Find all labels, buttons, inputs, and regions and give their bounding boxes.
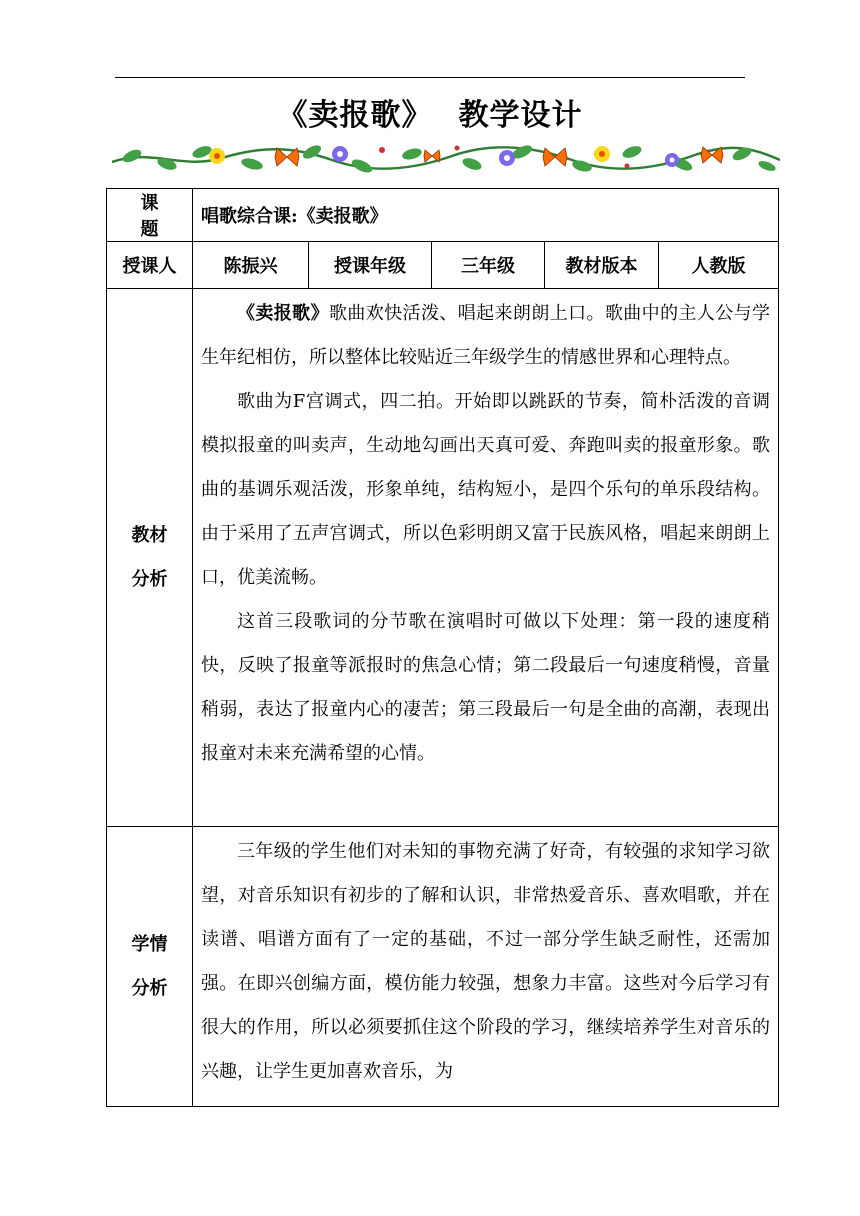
teacher-value: 陈振兴: [193, 242, 309, 289]
student-paragraph-1: 三年级的学生他们对未知的事物充满了好奇，有较强的求知学习欲望，对音乐知识有初步的了解和认识，非常热爱音乐、喜欢唱歌，并在读谱、唱谱方面有了一定的基础，不过一部分学生缺乏耐性，还需加强。在即兴创编方面，模仿能力较强，想象力丰富。这些对今后学习有很大的作用，所以必须要抓住这个阶段的学习，继续培养学生对音乐的兴趣，让学生更加喜欢音乐，为: [201, 841, 771, 1082]
info-row: [107, 242, 779, 289]
material-analysis-row: [107, 289, 779, 827]
page-title: [0, 96, 860, 136]
grade-label: 授课年级: [309, 242, 432, 289]
subject-value: 唱歌综合课:《卖报歌》: [193, 189, 779, 242]
edition-value: 人教版: [659, 242, 779, 289]
grade-value: 三年级: [432, 242, 545, 289]
material-paragraph-1: 《卖报歌》歌曲欢快活泼、唱起来朗朗上口。歌曲中的主人公与学生年纪相仿，所以整体比较贴近三年级学生的情感世界和心理特点。: [201, 303, 771, 368]
subject-row: [107, 189, 779, 242]
teacher-label: 授课人: [107, 242, 193, 289]
edition-label: 教材版本: [545, 242, 659, 289]
flower-vine-decoration: [112, 140, 780, 174]
header-rule: [115, 77, 745, 78]
student-analysis-content: [193, 827, 779, 1107]
student-analysis-row: [107, 827, 779, 1107]
material-paragraph-2: 歌曲为F宫调式，四二拍。开始即以跳跃的节奏，简朴活泼的音调模拟报童的叫卖声，生动地勾画出天真可爱、奔跑叫卖的报童形象。歌曲的基调乐观活泼，形象单纯，结构短小，是四个乐句的单乐段结构。由于采用了五声宫调式，所以色彩明朗又富于民族风格，唱起来朗朗上口，优美流畅。: [201, 391, 771, 588]
title-song: 《卖报歌》: [277, 98, 433, 133]
title-suffix: 教学设计: [458, 98, 583, 133]
lesson-plan-table: [106, 188, 779, 1107]
subject-label: 课 题: [107, 189, 193, 242]
material-analysis-content: [193, 289, 779, 827]
student-analysis-label: 学情 分析: [107, 827, 193, 1107]
material-analysis-label: 教材 分析: [107, 289, 193, 827]
material-paragraph-3: 这首三段歌词的分节歌在演唱时可做以下处理：第一段的速度稍快，反映了报童等派报时的焦急心情；第二段最后一句速度稍慢，音量稍弱，表达了报童内心的凄苦；第三段最后一句是全曲的高潮，表现出报童对未来充满希望的心情。: [201, 611, 771, 764]
